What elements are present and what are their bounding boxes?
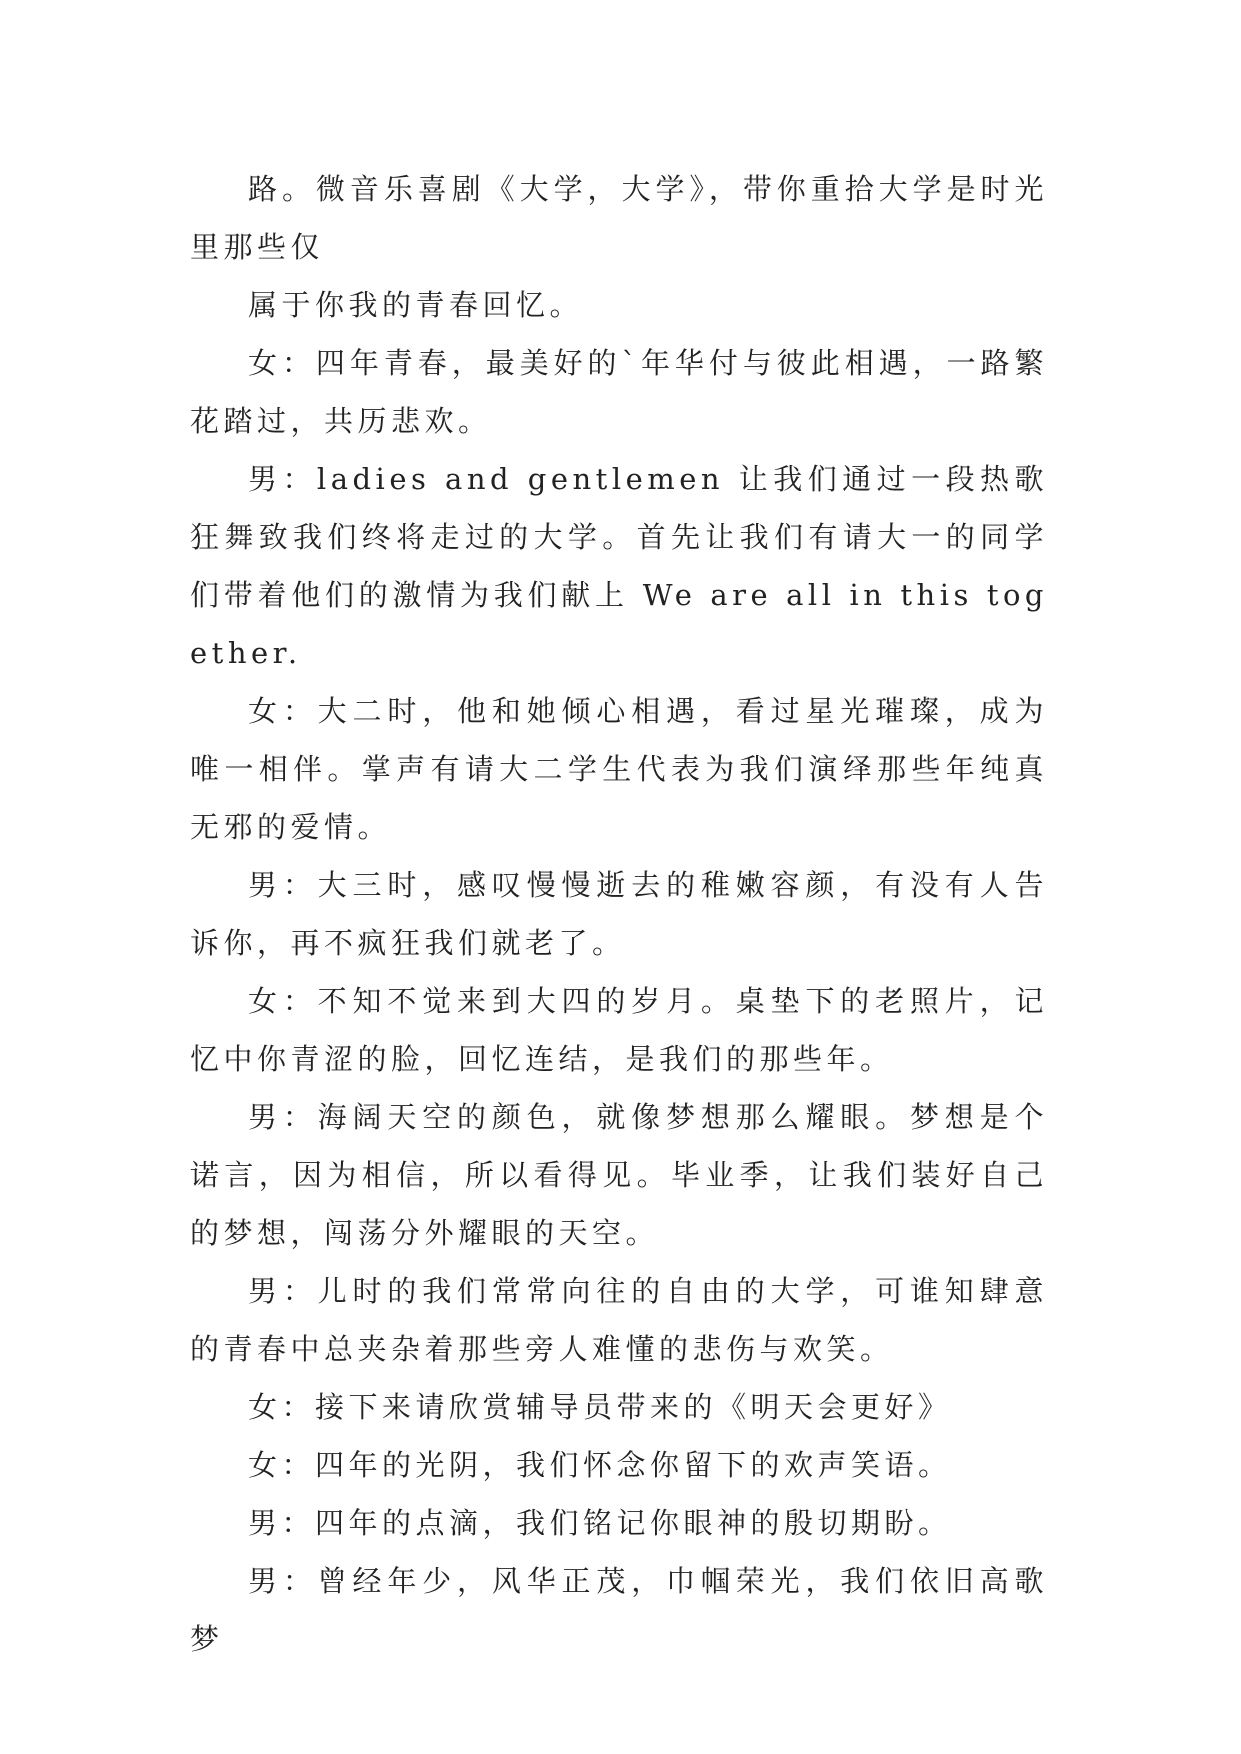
paragraph: 路。微音乐喜剧《大学，大学》，带你重拾大学是时光里那些仅 [190,172,1048,264]
document-body [190,160,1048,1668]
paragraph: 女：大二时，他和她倾心相遇，看过星光璀璨，成为唯一相伴。掌声有请大二学生代表为我们演绎那些年纯真无邪的爱情。 [190,694,1048,844]
paragraph: 女：四年的光阴，我们怀念你留下的欢声笑语。 [248,1448,952,1482]
paragraph: 属于你我的青春回忆。 [248,288,584,322]
paragraph: 男：海阔天空的颜色，就像梦想那么耀眼。梦想是个诺言，因为相信，所以看得见。毕业季，让我们装好自己的梦想，闯荡分外耀眼的天空。 [190,1100,1048,1250]
paragraph: 男：儿时的我们常常向往的自由的大学，可谁知肆意的青春中总夹杂着那些旁人难懂的悲伤与欢笑。 [190,1274,1048,1366]
paragraph: 女：不知不觉来到大四的岁月。桌垫下的老照片，记忆中你青涩的脸，回忆连结，是我们的那些年。 [190,984,1048,1076]
paragraph: 男：四年的点滴，我们铭记你眼神的殷切期盼。 [248,1506,952,1540]
paragraph: 男：ladies and gentlemen 让我们通过一段热歌狂舞致我们终将走过的大学。首先让我们有请大一的同学们带着他们的激情为我们献上 We are all in this together. [190,462,1048,670]
paragraph: 女：四年青春，最美好的`年华付与彼此相遇，一路繁花踏过，共历悲欢。 [190,346,1048,438]
paragraph: 男：大三时，感叹慢慢逝去的稚嫩容颜，有没有人告诉你，再不疯狂我们就老了。 [190,868,1048,960]
paragraph: 女：接下来请欣赏辅导员带来的《明天会更好》 [248,1390,952,1424]
paragraph: 男：曾经年少，风华正茂，巾帼荣光，我们依旧高歌梦 [190,1564,1048,1656]
